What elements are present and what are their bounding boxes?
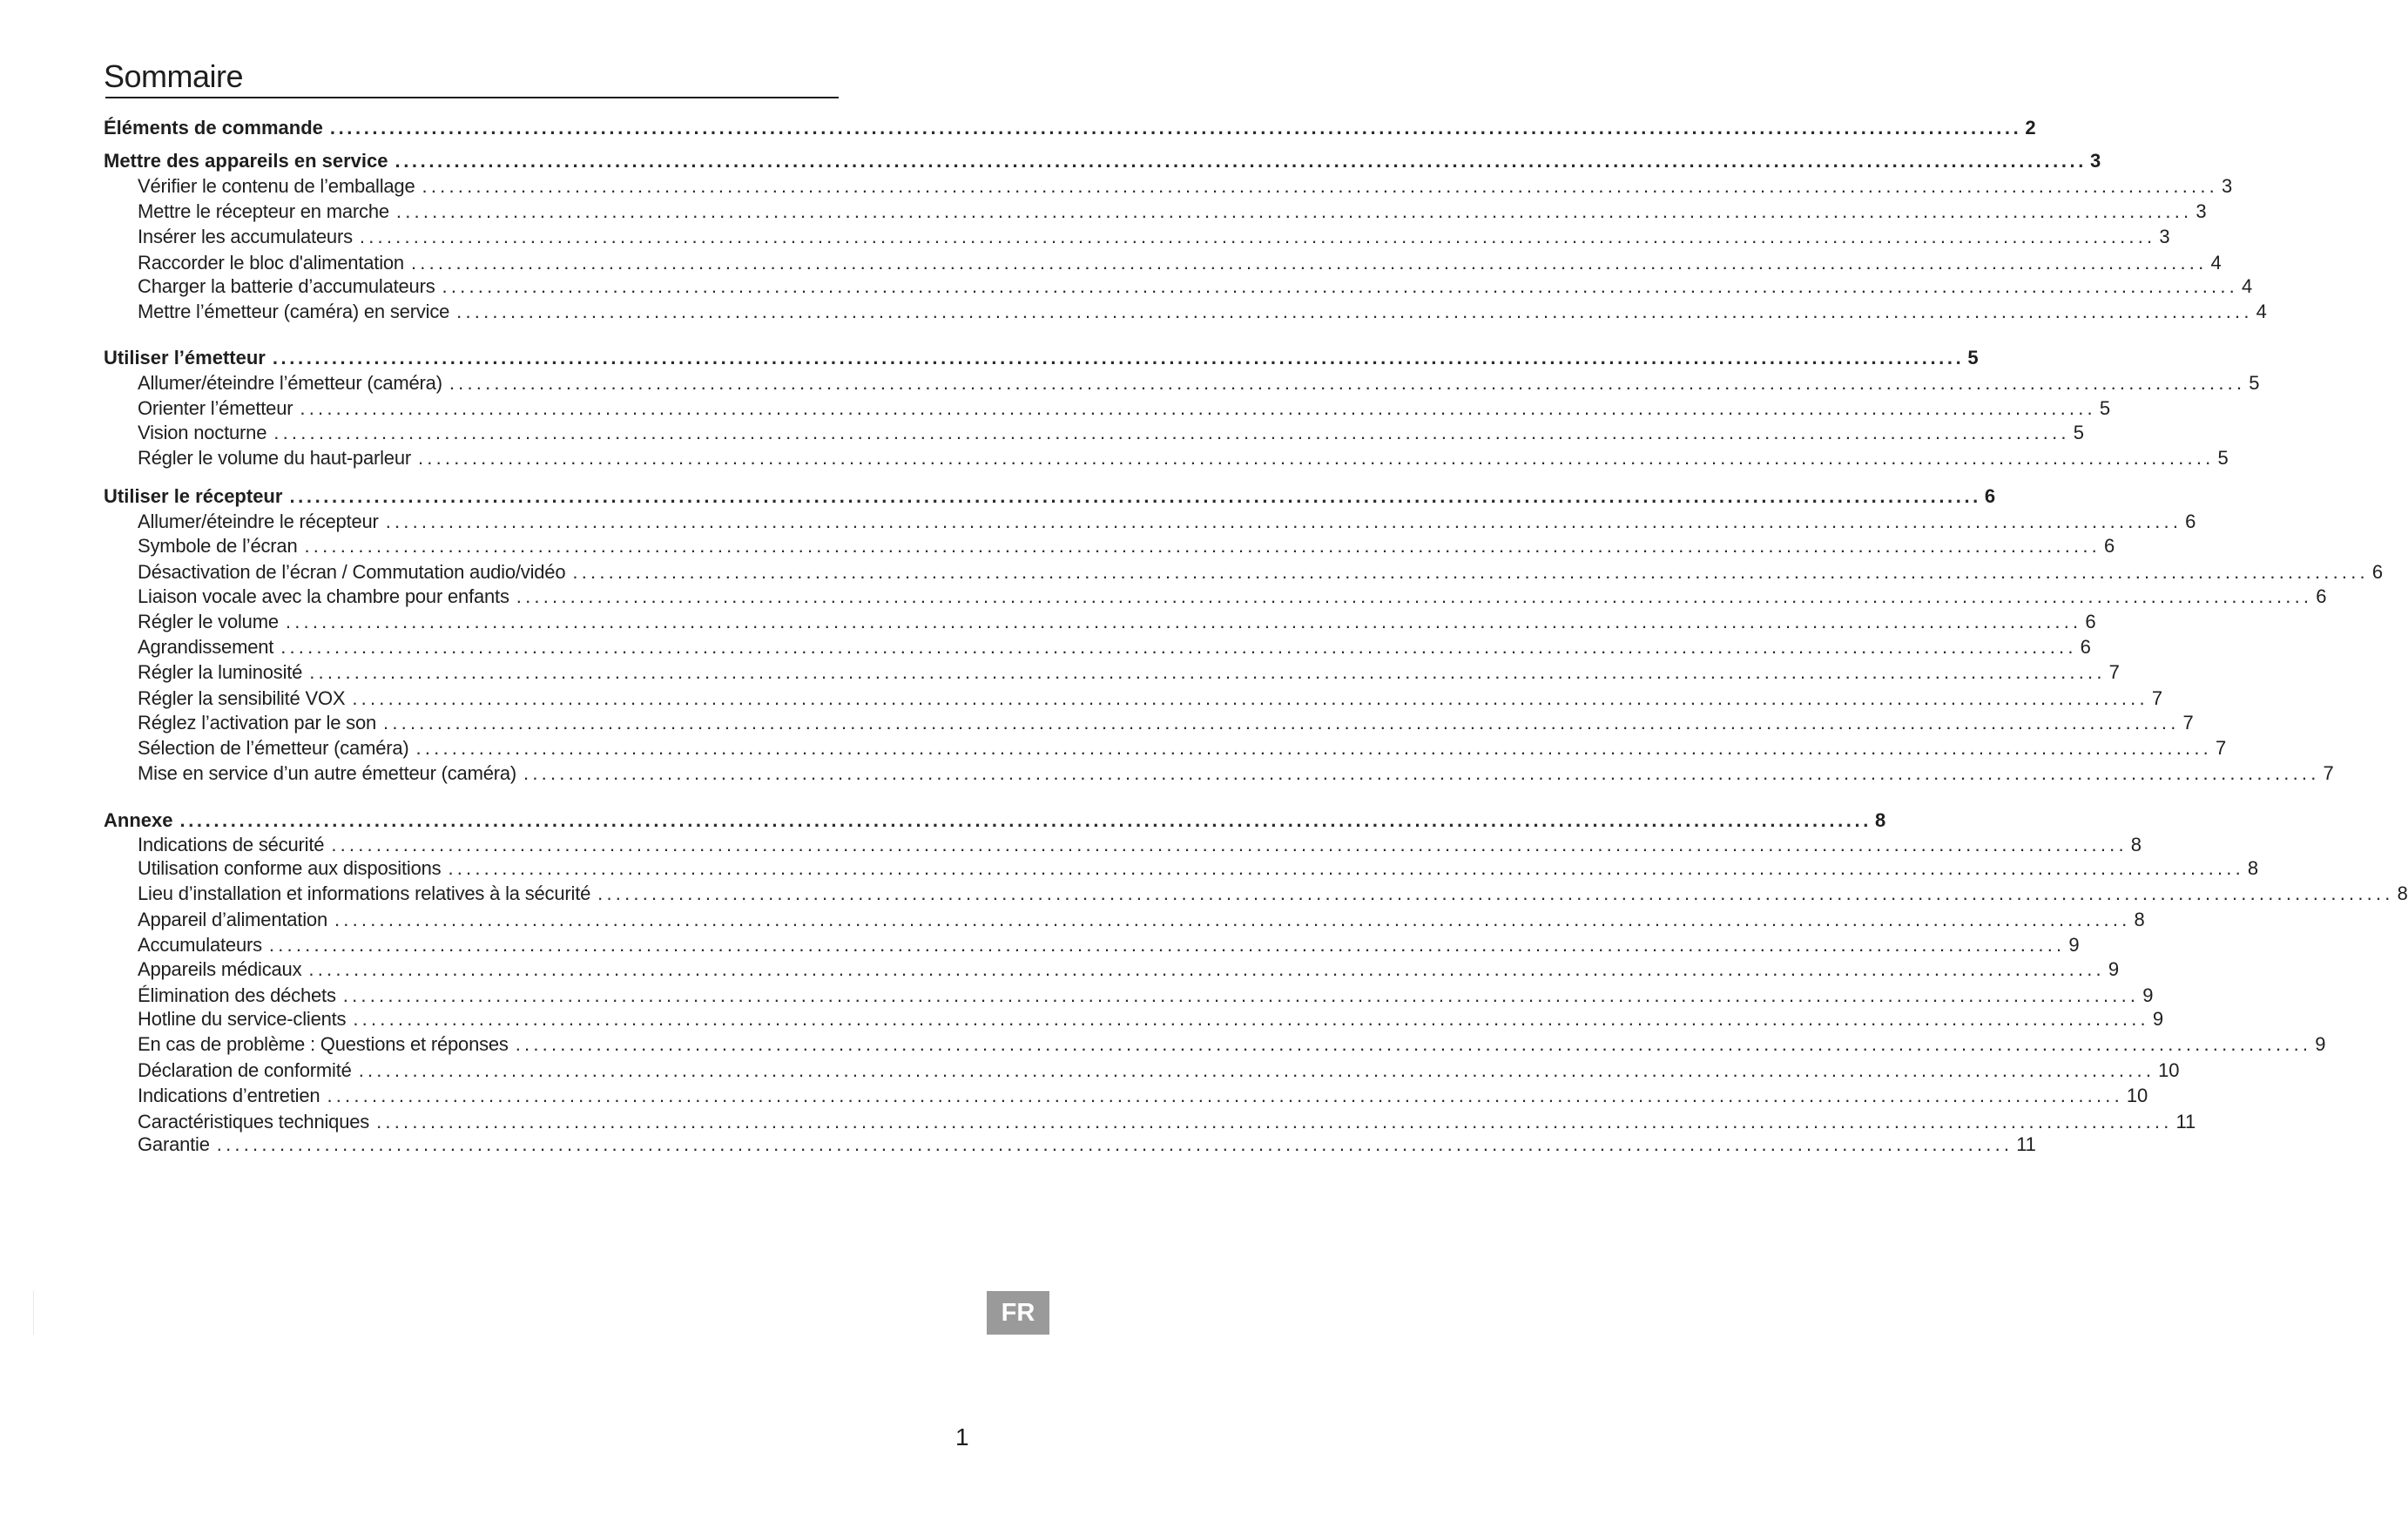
toc-page-number: 3 xyxy=(2159,226,2170,247)
toc-entry xyxy=(138,1031,2326,1058)
toc-entry xyxy=(138,686,2162,712)
toc-page-number: 7 xyxy=(2182,712,2194,734)
toc-label: Allumer/éteindre l’émetteur (caméra) xyxy=(138,372,442,394)
toc-section xyxy=(104,115,2036,141)
toc-label: Mettre des appareils en service xyxy=(104,150,388,172)
toc-label: Agrandissement xyxy=(138,636,274,658)
toc-page-number: 5 xyxy=(2249,372,2260,394)
toc-page-number: 9 xyxy=(2108,958,2119,980)
toc-label: Régler le volume xyxy=(138,611,279,632)
toc-label: Régler la sensibilité VOX xyxy=(138,687,346,709)
toc-page-number: 6 xyxy=(2085,611,2096,632)
toc-label: Désactivation de l’écran / Commutation audio/vidéo xyxy=(138,561,566,583)
dot-leader: ........................................................................................................................................................................................................ xyxy=(515,1033,2312,1055)
dot-leader: ........................................................................................................................................................................................................ xyxy=(308,958,2105,980)
toc-label: Orienter l’émetteur xyxy=(138,397,293,419)
toc-label: Utiliser le récepteur xyxy=(104,485,283,507)
dot-leader: ........................................................................................................................................................................................................ xyxy=(442,275,2238,297)
dot-leader: ........................................................................................................................................................................................................ xyxy=(523,762,2320,784)
toc-page-number: 7 xyxy=(2323,762,2334,784)
toc-page-number: 2 xyxy=(2025,117,2036,139)
toc-label: Vérifier le contenu de l’emballage xyxy=(138,175,415,197)
toc-entry xyxy=(138,250,2222,276)
dot-leader: ........................................................................................................................................................................................................ xyxy=(456,301,2253,322)
toc-entry xyxy=(138,855,2258,882)
toc-label: Régler le volume du haut-parleur xyxy=(138,447,411,469)
toc-page-number: 9 xyxy=(2315,1033,2326,1055)
toc-label: Indications d’entretien xyxy=(138,1085,320,1106)
toc-page-number: 5 xyxy=(2073,422,2084,443)
toc-page-number: 7 xyxy=(2108,661,2120,683)
toc-page-number: 5 xyxy=(1967,347,1979,368)
toc-label: Mise en service d’un autre émetteur (caméra) xyxy=(138,762,517,784)
toc-label: Réglez l’activation par le son xyxy=(138,712,377,734)
toc-page-number: 7 xyxy=(2151,687,2162,709)
toc-entry xyxy=(138,881,2408,907)
toc-label: Charger la batterie d’accumulateurs xyxy=(138,275,435,297)
toc-label: En cas de problème : Questions et réponses xyxy=(138,1033,509,1055)
dot-leader: ........................................................................................................................................................................................................ xyxy=(309,661,2106,683)
dot-leader: ........................................................................................................................................................................................................ xyxy=(385,510,2182,532)
toc-label: Vision nocturne xyxy=(138,422,267,443)
toc-page-number: 6 xyxy=(1984,485,1996,507)
toc-entry xyxy=(138,609,2096,635)
toc-label: Régler la luminosité xyxy=(138,661,303,683)
toc-entry xyxy=(138,533,2115,559)
toc-entry xyxy=(138,735,2227,761)
toc-page-number: 4 xyxy=(2210,252,2222,274)
toc-label: Mettre le récepteur en marche xyxy=(138,200,389,222)
toc-entry xyxy=(138,224,2170,250)
toc-entry xyxy=(138,445,2229,471)
dot-leader: ........................................................................................................................................................................................................ xyxy=(304,535,2101,557)
dot-leader: ........................................................................................................................................................................................................ xyxy=(352,687,2148,709)
dot-leader: ........................................................................................................................................................................................................ xyxy=(334,909,2131,930)
toc-page-number: 11 xyxy=(2016,1133,2036,1155)
dot-leader: ........................................................................................................................................................................................................ xyxy=(415,737,2212,759)
dot-leader: ........................................................................................................................................................................................................ xyxy=(327,1085,2123,1106)
toc-label: Utiliser l’émetteur xyxy=(104,347,266,368)
dot-leader: ........................................................................................................................................................................................................ xyxy=(329,117,2022,139)
dot-leader: ........................................................................................................................................................................................................ xyxy=(280,636,2077,658)
toc-page-number: 10 xyxy=(2126,1085,2148,1106)
toc-entry xyxy=(138,659,2120,686)
dot-leader: ........................................................................................................................................................................................................ xyxy=(342,984,2140,1006)
toc-page-number: 9 xyxy=(2152,1008,2163,1030)
dot-leader: ........................................................................................................................................................................................................ xyxy=(285,611,2082,632)
toc-section xyxy=(104,483,1996,510)
dot-leader: ........................................................................................................................................................................................................ xyxy=(410,252,2208,274)
toc-page-number: 5 xyxy=(2217,447,2229,469)
dot-leader: ........................................................................................................................................................................................................ xyxy=(358,1059,2155,1081)
toc-entry xyxy=(138,1058,2180,1084)
toc-page-number: 3 xyxy=(2196,200,2207,222)
toc-entry xyxy=(138,370,2260,396)
language-badge: FR xyxy=(987,1291,1049,1335)
dot-leader: ........................................................................................................................................................................................................ xyxy=(331,834,2128,855)
toc-page-number: 6 xyxy=(2103,535,2115,557)
toc-page-number: 7 xyxy=(2215,737,2227,759)
toc-label: Élimination des déchets xyxy=(138,984,336,1006)
toc-section xyxy=(104,345,1979,371)
toc-entry xyxy=(138,584,2327,610)
toc-page-number: 4 xyxy=(2256,301,2267,322)
toc-entry xyxy=(138,559,2383,585)
toc-label: Liaison vocale avec la chambre pour enfants xyxy=(138,585,509,607)
page-number: 1 xyxy=(955,1423,969,1450)
toc-section xyxy=(104,148,2101,174)
dot-leader: ........................................................................................................................................................................................................ xyxy=(268,934,2066,956)
toc-page-number: 5 xyxy=(2099,397,2110,419)
toc-page-number: 8 xyxy=(1874,809,1886,831)
toc-entry xyxy=(138,396,2110,422)
toc-label: Lieu d’installation et informations relatives à la sécurité xyxy=(138,882,591,904)
dot-leader: ........................................................................................................................................................................................................ xyxy=(422,175,2218,197)
dot-leader: ........................................................................................................................................................................................................ xyxy=(448,857,2244,879)
dot-leader: ........................................................................................................................................................................................................ xyxy=(395,200,2193,222)
toc-label: Mettre l’émetteur (caméra) en service xyxy=(138,301,450,322)
toc-page-number: 8 xyxy=(2130,834,2142,855)
page-title: Sommaire xyxy=(104,58,244,94)
toc-page-number: 10 xyxy=(2158,1059,2180,1081)
toc-page-number: 6 xyxy=(2080,636,2091,658)
dot-leader: ........................................................................................................................................................................................................ xyxy=(289,485,1981,507)
dot-leader: ........................................................................................................................................................................................................ xyxy=(272,347,1965,368)
toc-page-number: 8 xyxy=(2134,909,2145,930)
toc-label: Appareil d’alimentation xyxy=(138,909,327,930)
toc-entry xyxy=(138,932,2080,958)
toc-entry xyxy=(138,1083,2148,1109)
dot-leader: ........................................................................................................................................................................................................ xyxy=(216,1133,2013,1155)
dot-leader: ........................................................................................................................................................................................................ xyxy=(449,372,2246,394)
title-underline xyxy=(105,97,839,98)
dot-leader: ........................................................................................................................................................................................................ xyxy=(359,226,2156,247)
toc-entry xyxy=(138,173,2233,199)
toc-page-number: 6 xyxy=(2185,510,2196,532)
toc-page-number: 4 xyxy=(2241,275,2253,297)
toc-entry xyxy=(138,710,2194,736)
margin-line xyxy=(33,1291,34,1335)
toc-label: Utilisation conforme aux dispositions xyxy=(138,857,442,879)
dot-leader: ........................................................................................................................................................................................................ xyxy=(300,397,2096,419)
toc-label: Symbole de l’écran xyxy=(138,535,298,557)
dot-leader: ........................................................................................................................................................................................................ xyxy=(572,561,2369,583)
toc-entry xyxy=(138,509,2196,535)
toc-label: Hotline du service-clients xyxy=(138,1008,347,1030)
dot-leader: ........................................................................................................................................................................................................ xyxy=(273,422,2070,443)
toc-entry xyxy=(138,983,2154,1009)
dot-leader: ........................................................................................................................................................................................................ xyxy=(516,585,2313,607)
toc-page-number: 9 xyxy=(2068,934,2080,956)
toc-page-number: 11 xyxy=(2175,1111,2196,1132)
toc-label: Indications de sécurité xyxy=(138,834,325,855)
toc-entry xyxy=(138,199,2207,225)
toc-page-number: 3 xyxy=(2221,175,2233,197)
toc-section xyxy=(104,808,1886,834)
dot-leader: ........................................................................................................................................................................................................ xyxy=(353,1008,2149,1030)
toc-label: Appareils médicaux xyxy=(138,958,302,980)
dot-leader: ........................................................................................................................................................................................................ xyxy=(395,150,2087,172)
toc-label: Éléments de commande xyxy=(104,117,323,139)
toc-page-number: 6 xyxy=(2371,561,2383,583)
toc-label: Allumer/éteindre le récepteur xyxy=(138,510,379,532)
toc-entry xyxy=(138,274,2253,300)
toc-entry xyxy=(138,832,2142,858)
toc-entry xyxy=(138,1132,2036,1158)
toc-label: Raccorder le bloc d'alimentation xyxy=(138,252,404,274)
toc-entry xyxy=(138,420,2084,446)
dot-leader: ........................................................................................................................................................................................................ xyxy=(418,447,2215,469)
toc-label: Sélection de l’émetteur (caméra) xyxy=(138,737,409,759)
toc-entry xyxy=(138,299,2267,325)
toc-label: Garantie xyxy=(138,1133,210,1155)
toc-label: Déclaration de conformité xyxy=(138,1059,352,1081)
dot-leader: ........................................................................................................................................................................................................ xyxy=(597,882,2394,904)
toc-label: Caractéristiques techniques xyxy=(138,1111,370,1132)
dot-leader: ........................................................................................................................................................................................................ xyxy=(179,809,1872,831)
toc-label: Accumulateurs xyxy=(138,934,262,956)
dot-leader: ........................................................................................................................................................................................................ xyxy=(383,712,2180,734)
toc-entry xyxy=(138,957,2119,983)
toc-label: Annexe xyxy=(104,809,173,831)
dot-leader: ........................................................................................................................................................................................................ xyxy=(376,1111,2173,1132)
toc-page-number: 3 xyxy=(2089,150,2101,172)
toc-label: Insérer les accumulateurs xyxy=(138,226,353,247)
toc-entry xyxy=(138,761,2334,787)
toc-entry xyxy=(138,634,2091,660)
toc-page-number: 9 xyxy=(2142,984,2154,1006)
toc-entry xyxy=(138,1006,2163,1032)
toc-page-number: 6 xyxy=(2316,585,2327,607)
toc-entry xyxy=(138,907,2145,933)
toc-page-number: 8 xyxy=(2397,882,2408,904)
toc-page-number: 8 xyxy=(2247,857,2258,879)
